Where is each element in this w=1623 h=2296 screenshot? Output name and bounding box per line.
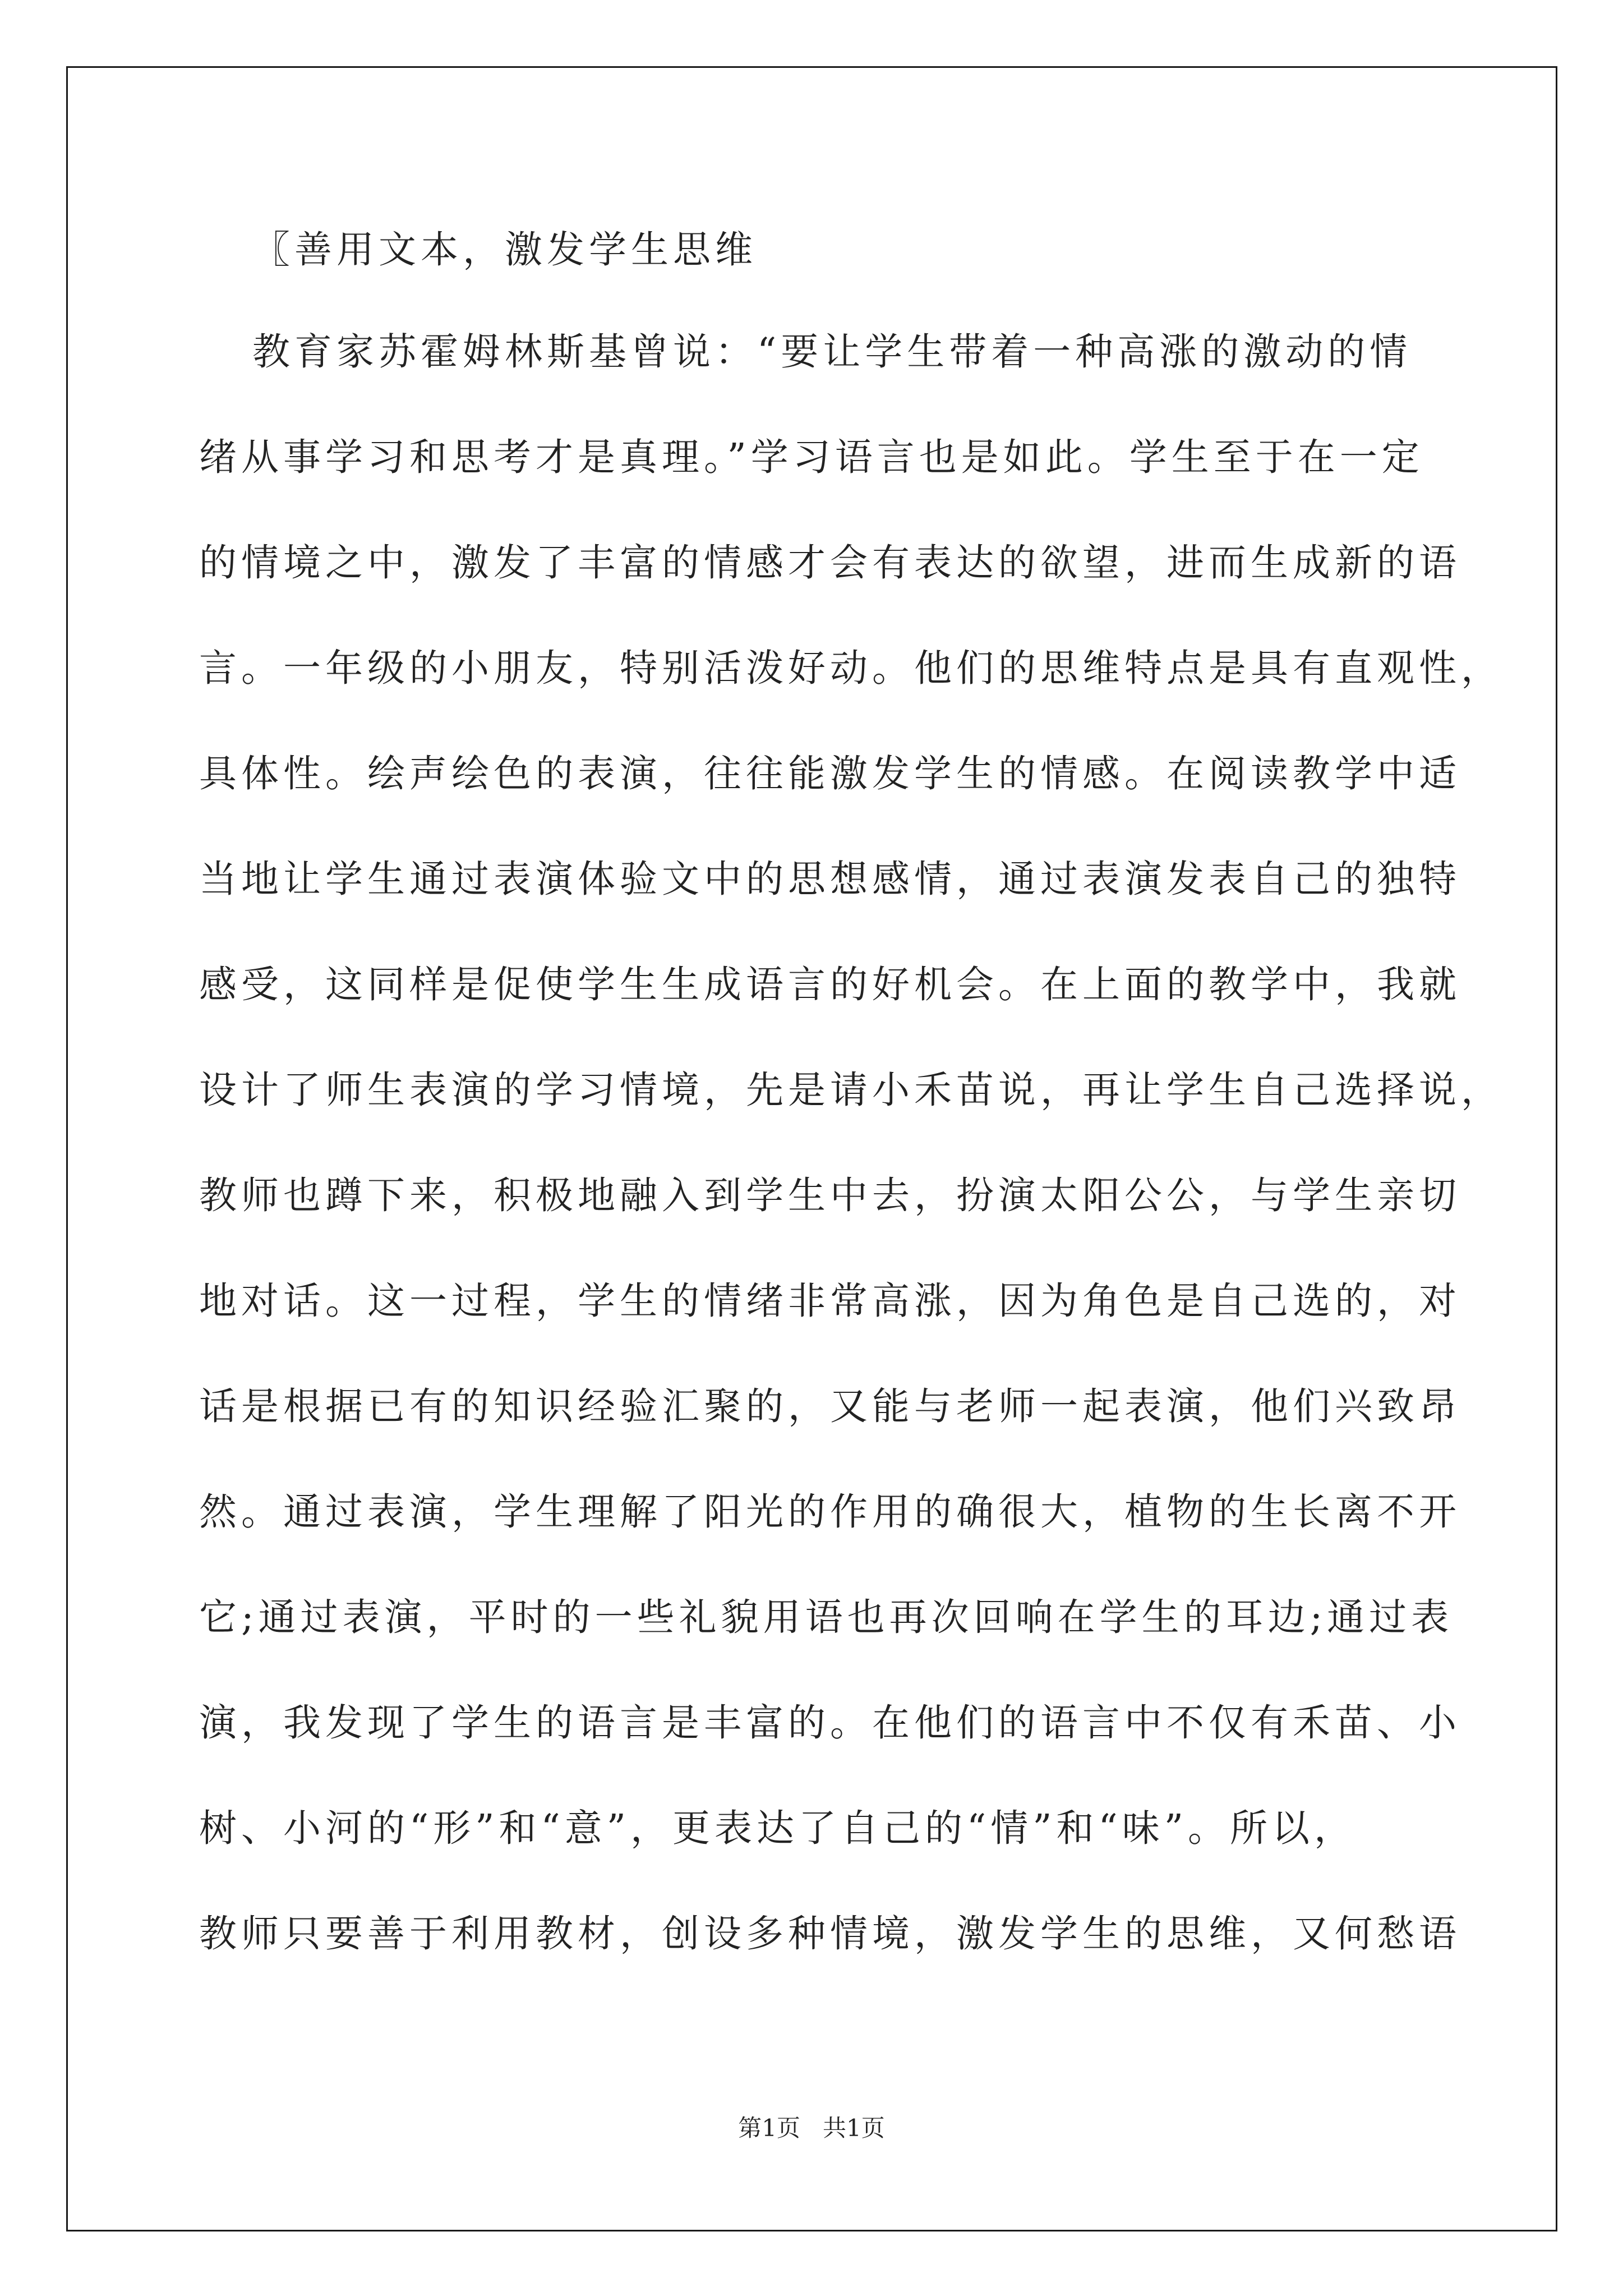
text-line: 话是根据已有的知识经验汇聚的，又能与老师一起表演，他们兴致昂 [199, 1384, 1461, 1428]
text-line: 地对话。这一过程，学生的情绪非常高涨，因为角色是自己选的，对 [199, 1279, 1461, 1323]
text-line: 演，我发现了学生的语言是丰富的。在他们的语言中不仅有禾苗、小 [199, 1701, 1461, 1745]
text-line: 言。一年级的小朋友，特别活泼好动。他们的思维特点是具有直观性， [199, 646, 1503, 690]
text-line: 的情境之中，激发了丰富的情感才会有表达的欲望，进而生成新的语 [199, 541, 1461, 585]
section-heading: 〖善用文本，激发学生思维 [252, 228, 757, 272]
text-line: 当地让学生通过表演体验文中的思想感情，通过表演发表自己的独特 [199, 857, 1461, 901]
text-line: 教师也蹲下来，积极地融入到学生中去，扮演太阳公公，与学生亲切 [199, 1174, 1461, 1217]
text-line: 教师只要善于利用教材，创设多种情境，激发学生的思维，又何愁语 [199, 1912, 1461, 1955]
text-line: 它;通过表演，平时的一些礼貌用语也再次回响在学生的耳边;通过表 [199, 1595, 1454, 1639]
text-line: 树、小河的“形”和“意”，更表达了自己的“情”和“味”。所以， [199, 1806, 1357, 1850]
text-line: 然。通过表演，学生理解了阳光的作用的确很大，植物的生长离不开 [199, 1490, 1461, 1534]
page-number-footer: 第1页 共1页 [738, 2114, 885, 2142]
text-line: 绪从事学习和思考才是真理。”学习语言也是如此。学生至于在一定 [199, 435, 1424, 479]
text-line: 具体性。绘声绘色的表演，往往能激发学生的情感。在阅读教学中适 [199, 752, 1461, 795]
text-line: 感受，这同样是促使学生生成语言的好机会。在上面的教学中，我就 [199, 963, 1461, 1006]
text-line: 教育家苏霍姆林斯基曾说：“要让学生带着一种高涨的激动的情 [252, 330, 1412, 374]
body-text [199, 318, 1503, 2005]
text-line: 设计了师生表演的学习情境，先是请小禾苗说，再让学生自己选择说， [199, 1068, 1503, 1112]
